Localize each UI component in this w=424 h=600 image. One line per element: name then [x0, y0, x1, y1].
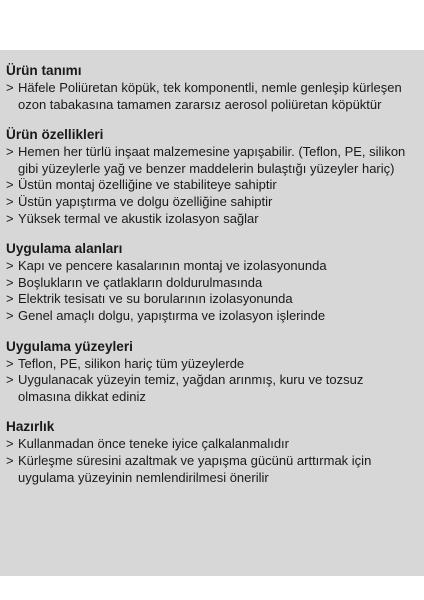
product-info-panel [0, 50, 424, 576]
list-item [6, 144, 416, 177]
bullet-marker: > [6, 210, 14, 226]
item-list [6, 436, 416, 486]
item-text: Teflon, PE, silikon hariç tüm yüzeylerde [18, 355, 245, 371]
bullet-marker: > [6, 80, 14, 95]
item-text: Üstün yapıştırma ve dolgu özelliğine sahiptir [18, 193, 273, 209]
section-application-areas [6, 240, 416, 324]
list-item [6, 275, 416, 292]
list-item [6, 356, 416, 373]
bullet-marker: > [6, 144, 14, 160]
item-text: Kürleşme süresini azaltmak ve yapışma gücünü arttırmak için uygulama yüzeyinin nemlendirilmesi önerilir [18, 452, 372, 485]
item-text: Yüksek termal ve akustik izolasyon sağlar [18, 210, 259, 226]
bullet-marker: > [6, 258, 14, 274]
bullet-marker: > [6, 452, 14, 468]
bullet-marker: > [6, 177, 14, 193]
item-list [6, 356, 416, 406]
bullet-marker: > [6, 307, 14, 323]
bullet-marker: > [6, 436, 14, 452]
list-item [6, 258, 416, 275]
list-item [6, 308, 416, 325]
item-text: Kullanmadan önce teneke iyice çalkalanmalıdır [18, 436, 289, 452]
list-item [6, 436, 416, 453]
section-preparation [6, 418, 416, 486]
item-text: Elektrik tesisatı ve su borularının izolasyonunda [18, 291, 293, 307]
section-title: Hazırlık [6, 419, 55, 435]
section-title: Uygulama yüzeyleri [6, 338, 133, 354]
item-list [6, 144, 416, 227]
item-text: Genel amaçlı dolgu, yapıştırma ve izolasyon işlerinde [18, 307, 326, 323]
bullet-marker: > [6, 291, 14, 307]
list-item [6, 80, 416, 113]
item-text: Uygulanacak yüzeyin temiz, yağdan arınmış, kuru ve tozsuz olmasına dikkat ediniz [18, 372, 364, 404]
item-text: Häfele Poliüretan köpük, tek komponentli, nemle genleşip kürleşen ozon tabakasına tamamen zararsız aerosol poliüretan köpüktür [18, 80, 402, 112]
item-text: Hemen her türlü inşaat malzemesine yapışabilir. (Teflon, PE, silikon gibi yüzeylerle yağ ve benzer maddelerin bulaştığı yüzeyler hariç) [18, 144, 406, 176]
item-list [6, 80, 416, 113]
section-product-description [6, 62, 416, 113]
item-text: Boşlukların ve çatlakların doldurulmasında [18, 274, 263, 290]
section-title: Ürün özellikleri [6, 127, 104, 143]
section-product-features [6, 126, 416, 227]
item-text: Üstün montaj özelliğine ve stabiliteye sahiptir [18, 177, 277, 193]
bullet-marker: > [6, 372, 14, 388]
list-item [6, 372, 416, 405]
bullet-marker: > [6, 274, 14, 290]
bullet-marker: > [6, 193, 14, 209]
list-item [6, 453, 416, 486]
section-title: Uygulama alanları [6, 241, 123, 257]
section-title: Ürün tanımı [6, 63, 82, 78]
bullet-marker: > [6, 355, 14, 371]
item-list [6, 258, 416, 324]
list-item [6, 291, 416, 308]
item-text: Kapı ve pencere kasalarının montaj ve izolasyonunda [18, 258, 327, 274]
list-item [6, 177, 416, 194]
list-item [6, 211, 416, 228]
section-application-surfaces [6, 338, 416, 406]
list-item [6, 194, 416, 211]
